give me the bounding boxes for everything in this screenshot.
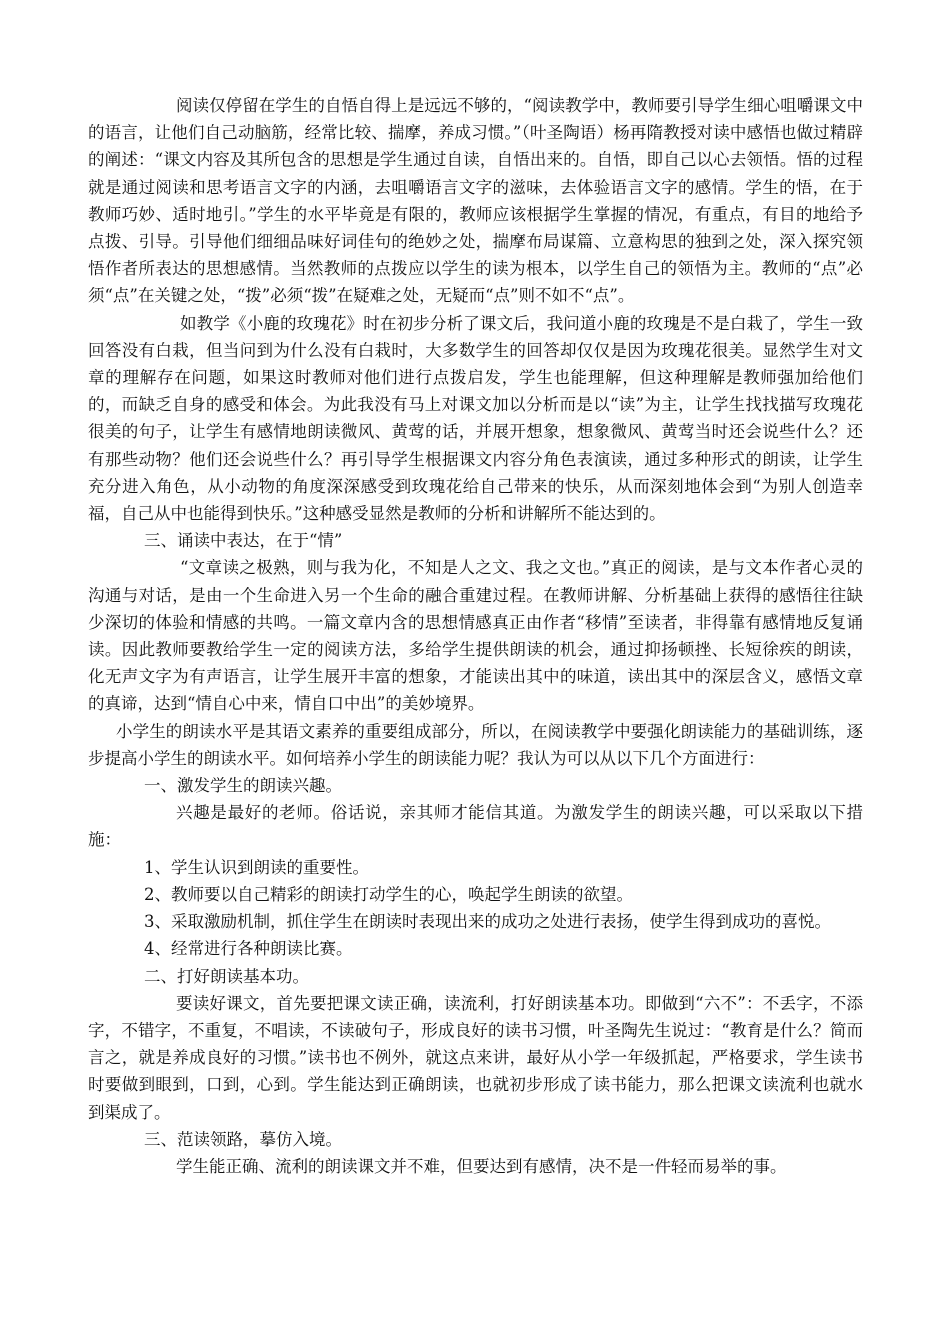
paragraph-model-reading: 学生能正确、流利的朗读课文并不难，但要达到有感情，决不是一件轻而易举的事。 <box>176 1156 787 1176</box>
paragraph-self-reading: 阅读仅停留在学生的自悟自得上是远远不够的，“阅读教学中，教师要引导学生细心咀嚼课文中的语言，让他们自己动脑筋，经常比较、揣摩，养成习惯。”（叶圣陶语）杨再隋教授对读中感悟也做过精辟的阐述：“课文内容及其所包含的思想是学生通过自读，自悟出来的。自悟，即自己以心去领悟。悟的过程就是通过阅读和思考语言文字的内涵，去咀嚼语言文字的滋味，去体验语言文字的感情。学生的悟，在于教师巧妙、适时地引。”学生的水平毕竟是有限的，教师应该根据学生掌握的情况，有重点，有目的地给予点拨、引导。引导他们细细品味好词佳句的绝妙之处，揣摩布局谋篇、立意构思的独到之处，深入探究领悟作者所表达的思想感情。当然教师的点拨应以学生的读为根本，以学生自己的领悟为主。教师的“点”必须“点”在关键之处，“拨”必须“拨”在疑难之处，无疑而“点”则不如不“点”。 <box>88 96 863 306</box>
paragraph-fundamentals: 要读好课文，首先要把课文读正确，读流利，打好朗读基本功。即做到“六不”：不丢字，不添字，不错字，不重复，不唱读，不读破句子，形成良好的读书习惯，叶圣陶先生说过：“教育是什么？简而言之，就是养成良好的习惯。”读书也不例外，就这点来讲，最好从小学一年级抓起，严格要求，学生读书时要做到眼到，口到，心到。学生能达到正确朗读，也就初步形成了读书能力，那么把课文读流利也就水到渠成了。 <box>88 993 863 1122</box>
section-heading-fundamentals: 二、打好朗读基本功。 <box>144 966 309 986</box>
paragraph-reading-level: 小学生的朗读水平是其语文素养的重要组成部分，所以，在阅读教学中要强化朗读能力的基础训练，逐步提高小学生的朗读水平。如何培养小学生的朗读能力呢？我认为可以从以下几个方面进行： <box>88 721 863 768</box>
section-heading-interest: 一、激发学生的朗读兴趣。 <box>144 776 342 796</box>
list-item: 1、学生认识到朗读的重要性。 <box>144 857 369 877</box>
paragraph-lesson-example: 如教学《小鹿的玫瑰花》时在初步分析了课文后，我问道小鹿的玫瑰是不是白栽了，学生一致回答没有白栽，但当问到为什么没有白栽时，大多数学生的回答却仅仅是因为玫瑰花很美。显然学生对文章的理解存在问题，如果这时教师对他们进行点拨启发，学生也能理解，但这种理解是教师强加给他们的，而缺乏自身的感受和体会。为此我没有马上对课文加以分析而是以“读”为主，让学生找找描写玫瑰花很美的句子，让学生有感情地朗读微风、黄莺的话，并展开想象，想象微风、黄莺当时还会说些什么？还有那些动物？他们还会说些什么？再引导学生根据课文内容分角色表演读，通过多种形式的朗读，让学生充分进入角色，从小动物的角度深深感受到玫瑰花给自己带来的快乐，从而深刻地体会到“为别人创造幸福，自己从中也能得到快乐。”这种感受显然是教师的分析和讲解所不能达到的。 <box>88 313 863 524</box>
section-heading-recitation: 三、诵读中表达，在于“情” <box>144 531 343 551</box>
section-heading-model-reading: 三、范读领路，摹仿入境。 <box>144 1129 342 1149</box>
paragraph-interest: 兴趣是最好的老师。俗话说，亲其师才能信其道。为激发学生的朗读兴趣，可以采取以下措施： <box>88 803 863 850</box>
list-item: 2、教师要以自己精彩的朗读打动学生的心，唤起学生朗读的欲望。 <box>144 884 633 904</box>
paragraph-recitation: “文章读之极熟，则与我为化，不知是人之文、我之文也。”真正的阅读，是与文本作者心灵的沟通与对话，是由一个生命进入另一个生命的融合重建过程。在教师讲解、分析基础上获得的感悟往往缺少深切的体验和情感的共鸣。一篇文章内含的思想情感真正由作者“移情”至读者，非得靠有感情地反复诵读。因此教师要教给学生一定的阅读方法，多给学生提供朗读的机会，通过抑扬顿挫、长短徐疾的朗读，化无声文字为有声语言，让学生展开丰富的想象，才能读出其中的味道，读出其中的深层含义，感悟文章的真谛，达到“情自心中来，情自口中出”的美妙境界。 <box>88 558 863 714</box>
list-item: 3、采取激励机制，抓住学生在朗读时表现出来的成功之处进行表扬，使学生得到成功的喜悦。 <box>144 912 831 932</box>
document-page <box>88 92 863 1180</box>
list-item: 4、经常进行各种朗读比赛。 <box>144 939 353 959</box>
